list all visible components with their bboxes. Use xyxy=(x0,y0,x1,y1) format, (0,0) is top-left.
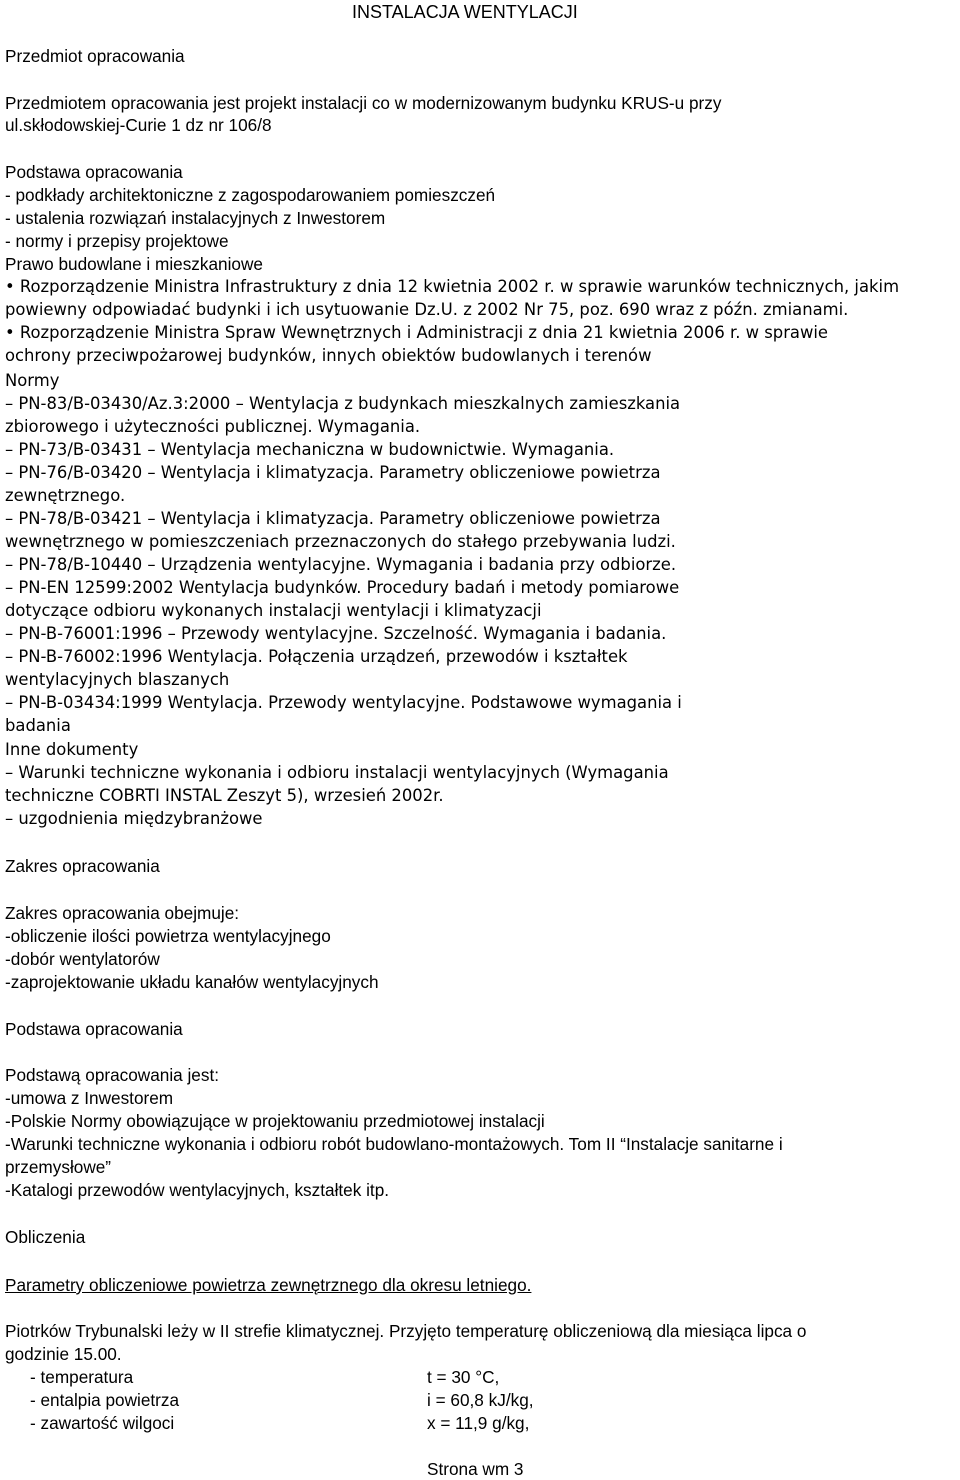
podstawa-line: -Polskie Normy obowiązujące w projektowaniu przedmiotowej instalacji xyxy=(5,1111,545,1131)
podstawa-line: przemysłowe” xyxy=(5,1157,112,1177)
subheading-parametry: Parametry obliczeniowe powietrza zewnętrznego dla okresu letniego. xyxy=(5,1275,532,1295)
norm-line: zewnętrznego. xyxy=(5,486,126,505)
podstawa-line: -Katalogi przewodów wentylacyjnych, kształtek itp. xyxy=(5,1180,390,1200)
norm-line: wewnętrznego w pomieszczeniach przeznaczonych do stałego przebywania ludzi. xyxy=(5,532,676,551)
param-value: t = 30 °C, xyxy=(427,1367,500,1387)
norm-line: – PN-78/B-10440 – Urządzenia wentylacyjne. Wymagania i badania przy odbiorze. xyxy=(5,555,677,574)
regulation-line: powiewny odpowiadać budynki i ich usytuowanie Dz.U. z 2002 Nr 75, poz. 690 wraz z późn. zmianami. xyxy=(5,300,849,319)
section-heading-podstawa: Podstawa opracowania xyxy=(5,162,183,182)
section-heading-normy: Normy xyxy=(5,371,60,390)
section-heading-inne: Inne dokumenty xyxy=(5,740,139,759)
podstawa-line: Podstawą opracowania jest: xyxy=(5,1065,220,1085)
podstawa-line: -umowa z Inwestorem xyxy=(5,1088,174,1108)
norm-line: wentylacyjnych blaszanych xyxy=(5,670,230,689)
obliczenia-text-line: Piotrków Trybunalski leży w II strefie klimatycznej. Przyjęto temperaturę obliczeniową dla miesiąca lipca o xyxy=(5,1321,807,1341)
inne-line: – Warunki techniczne wykonania i odbioru instalacji wentylacyjnych (Wymagania xyxy=(5,763,669,782)
param-label: - zawartość wilgoci xyxy=(30,1413,175,1433)
norm-line: – PN-B-03434:1999 Wentylacja. Przewody wentylacyjne. Podstawowe wymagania i xyxy=(5,693,682,712)
przedmiot-text-line: Przedmiotem opracowania jest projekt instalacji co w modernizowanym budynku KRUS-u przy xyxy=(5,93,722,113)
inne-line: – uzgodnienia międzybranżowe xyxy=(5,809,263,828)
section-heading-obliczenia: Obliczenia xyxy=(5,1227,86,1247)
zakres-line: Zakres opracowania obejmuje: xyxy=(5,903,240,923)
norm-line: zbiorowego i użyteczności publicznej. Wymagania. xyxy=(5,417,421,436)
norm-line: – PN-83/B-03430/Az.3:2000 – Wentylacja z budynkach mieszkalnych zamieszkania xyxy=(5,394,681,413)
page-number: Strona wm 3 xyxy=(427,1459,524,1479)
list-item: - normy i przepisy projektowe xyxy=(5,231,229,251)
zakres-line: -zaprojektowanie układu kanałów wentylacyjnych xyxy=(5,972,379,992)
param-value: i = 60,8 kJ/kg, xyxy=(427,1390,534,1410)
norm-line: – PN-B-76001:1996 – Przewody wentylacyjne. Szczelność. Wymagania i badania. xyxy=(5,624,667,643)
param-label: - temperatura xyxy=(30,1367,134,1387)
zakres-line: -obliczenie ilości powietrza wentylacyjnego xyxy=(5,926,331,946)
list-item: - ustalenia rozwiązań instalacyjnych z Inwestorem xyxy=(5,208,386,228)
param-value: x = 11,9 g/kg, xyxy=(427,1413,530,1433)
norm-line: dotyczące odbioru wykonanych instalacji wentylacji i klimatyzacji xyxy=(5,601,542,620)
param-label: - entalpia powietrza xyxy=(30,1390,180,1410)
regulation-line: ochrony przeciwpożarowej budynków, innych obiektów budowlanych i terenów xyxy=(5,346,652,365)
norm-line: – PN-73/B-03431 – Wentylacja mechaniczna w budownictwie. Wymagania. xyxy=(5,440,615,459)
przedmiot-text-line: ul.skłodowskiej-Curie 1 dz nr 106/8 xyxy=(5,115,272,135)
regulation-line: • Rozporządzenie Ministra Spraw Wewnętrznych i Administracji z dnia 21 kwietnia 2006 r. w sprawie xyxy=(5,323,829,342)
inne-line: techniczne COBRTI INSTAL Zeszyt 5), wrzesień 2002r. xyxy=(5,786,444,805)
regulation-line: • Rozporządzenie Ministra Infrastruktury z dnia 12 kwietnia 2002 r. w sprawie warunków technicznych, jakim xyxy=(5,277,900,296)
section-heading-podstawa-2: Podstawa opracowania xyxy=(5,1019,183,1039)
section-heading-zakres: Zakres opracowania xyxy=(5,856,160,876)
list-item: - podkłady architektoniczne z zagospodarowaniem pomieszczeń xyxy=(5,185,496,205)
norm-line: – PN-76/B-03420 – Wentylacja i klimatyzacja. Parametry obliczeniowe powietrza xyxy=(5,463,661,482)
norm-line: badania xyxy=(5,716,71,735)
norm-line: – PN-EN 12599:2002 Wentylacja budynków. Procedury badań i metody pomiarowe xyxy=(5,578,680,597)
podstawa-line: -Warunki techniczne wykonania i odbioru robót budowlano-montażowych. Tom II “Instalacje sanitarne i xyxy=(5,1134,783,1154)
zakres-line: -dobór wentylatorów xyxy=(5,949,160,969)
document-title: INSTALACJA WENTYLACJI xyxy=(352,2,578,22)
list-item: Prawo budowlane i mieszkaniowe xyxy=(5,254,263,274)
norm-line: – PN-78/B-03421 – Wentylacja i klimatyzacja. Parametry obliczeniowe powietrza xyxy=(5,509,661,528)
section-heading-przedmiot: Przedmiot opracowania xyxy=(5,46,185,66)
norm-line: – PN-B-76002:1996 Wentylacja. Połączenia urządzeń, przewodów i kształtek xyxy=(5,647,628,666)
obliczenia-text-line: godzinie 15.00. xyxy=(5,1344,122,1364)
